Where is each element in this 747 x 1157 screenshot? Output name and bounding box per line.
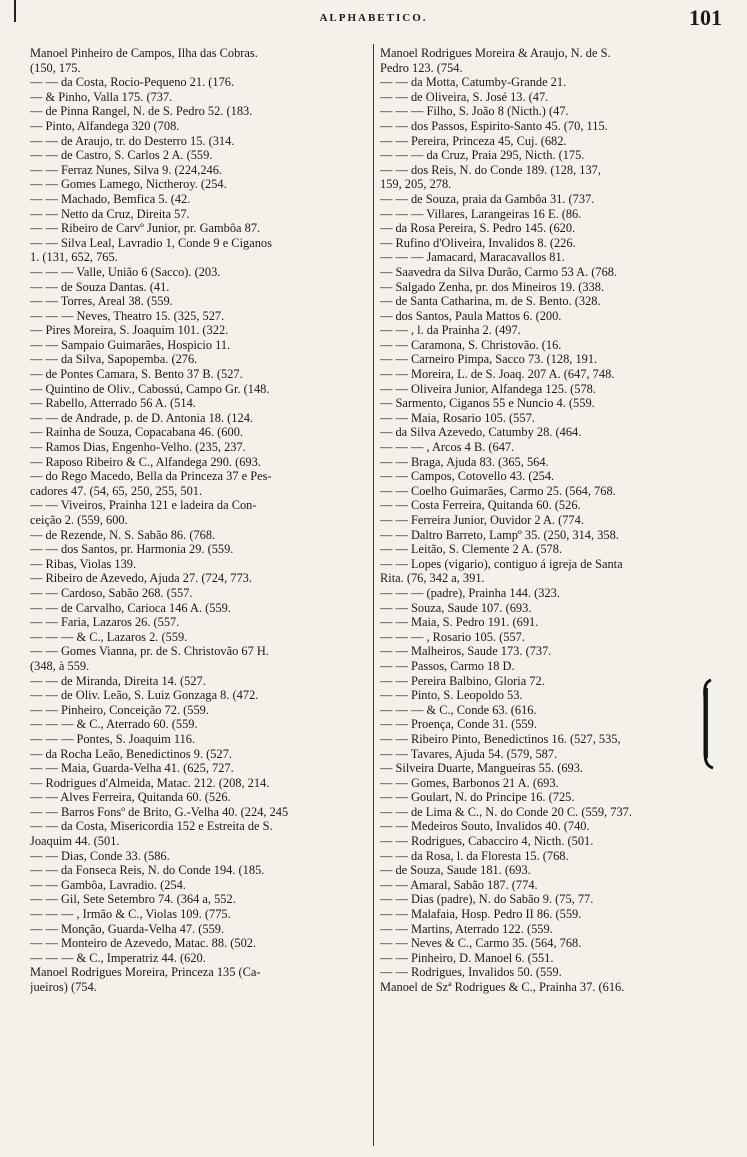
directory-entry-line: — — de Lima & C., N. do Conde 20 C. (559, 737.: [380, 804, 632, 819]
directory-entry-line: — — Ferreira Junior, Ouvidor 2 A. (774.: [380, 513, 584, 527]
directory-entry-line: — — Goulart, N. do Principe 16. (725.: [380, 790, 575, 805]
directory-entry-line: — — Daltro Barreto, Lampº 35. (250, 314, 358.: [380, 527, 619, 542]
running-head: ALPHABETICO.: [319, 12, 428, 24]
directory-entry-line: — — Campos, Cotovello 43. (254.: [380, 469, 555, 484]
directory-entry-line: — — , l. da Prainha 2. (497.: [380, 323, 521, 338]
directory-entry-line: — — Pinto, S. Leopoldo 53.: [380, 688, 523, 703]
directory-entry-line: — Saavedra da Silva Durão, Carmo 53 A. (768.: [380, 264, 618, 279]
directory-entry-line: Joaquim 44. (501.: [30, 834, 120, 849]
directory-entry-line: — — da Costa, Misericordia 152 e Estreita de S.: [30, 819, 273, 834]
directory-entry-line: — — Amaral, Sabão 187. (774.: [380, 877, 538, 892]
directory-entry-line: 1. (131, 652, 765.: [30, 250, 118, 265]
directory-entry-line: — — de Oliv. Leão, S. Luiz Gonzaga 8. (472.: [30, 688, 259, 703]
page-number: 101: [689, 5, 722, 30]
directory-entry-line: — — — Jamacard, Maracavallos 81.: [380, 250, 565, 265]
directory-entry-line: Rita. (76, 342 a, 391.: [380, 571, 485, 586]
directory-entry-line: — — de Castro, S. Carlos 2 A. (559.: [30, 148, 213, 163]
directory-entry-line: — — da Motta, Catumby-Grande 21.: [380, 75, 567, 90]
directory-entry-line: — — Gomes Lamego, Nictheroy. (254.: [30, 177, 227, 192]
directory-entry-line: — — da Silva, Sapopemba. (276.: [30, 352, 198, 367]
directory-entry-line: — — — , Irmão & C., Violas 109. (775.: [30, 907, 231, 922]
directory-entry-line: — — — Filho, S. João 8 (Nicth.) (47.: [380, 104, 569, 119]
directory-entry-line: — — Braga, Ajuda 83. (365, 564.: [380, 454, 549, 469]
directory-entry-line: — de Pinna Rangel, N. de S. Pedro 52. (183.: [30, 104, 253, 119]
directory-entry-line: — Silveira Duarte, Mangueiras 55. (693.: [380, 761, 584, 776]
directory-entry-line: — — — Villares, Larangeiras 16 E. (86.: [380, 206, 582, 221]
directory-entry-line: — — Leitão, S. Clemente 2 A. (578.: [380, 542, 563, 557]
directory-entry-line: cadores 47. (54, 65, 250, 255, 501.: [30, 483, 203, 498]
directory-entry-line: (348, à 559.: [30, 658, 90, 673]
right-column: [380, 46, 732, 995]
directory-entry-line: — — Maia, S. Pedro 191. (691.: [380, 615, 539, 630]
directory-entry-line: — — dos Passos, Espirito-Santo 45. (70, 115.: [380, 118, 608, 133]
directory-entry-line: — — Gomes Vianna, pr. de S. Christovão 67 H.: [30, 644, 269, 659]
directory-entry-line: (150, 175.: [30, 60, 81, 75]
directory-entry-line: — — Carneiro Pimpa, Sacco 73. (128, 191.: [380, 352, 598, 367]
directory-entry-line: — — Passos, Carmo 18 D.: [380, 658, 515, 673]
directory-entry-line: — — Malafaia, Hosp. Pedro II 86. (559.: [380, 907, 582, 922]
directory-entry-line: — Ribeiro de Azevedo, Ajuda 27. (724, 773.: [30, 571, 252, 586]
directory-entry-line: — & Pinho, Valla 175. (737.: [30, 89, 173, 104]
directory-entry-line: — Quintino de Oliv., Cabossú, Campo Gr. (148.: [30, 381, 270, 396]
directory-entry-line: — — — , Rosario 105. (557.: [380, 629, 525, 644]
directory-entry-line: — — da Costa, Rocio-Pequeno 21. (176.: [30, 75, 235, 90]
directory-entry-line: — Rabello, Atterrado 56 A. (514.: [30, 396, 196, 411]
directory-entry-line: — dos Santos, Paula Mattos 6. (200.: [380, 308, 562, 323]
directory-entry-line: — — Proença, Conde 31. (559.: [380, 717, 537, 732]
directory-entry-line: — — Ribeiro Pinto, Benedictinos 16. (527, 535,: [380, 731, 621, 746]
directory-entry-line: — — Netto da Cruz, Direita 57.: [30, 206, 190, 221]
directory-entry-line: — — Viveiros, Prainha 121 e ladeira da Con-: [30, 498, 257, 513]
directory-entry-line: — — Gomes, Barbonos 21 A. (693.: [380, 775, 559, 790]
directory-entry-line: — de Pontes Camara, S. Bento 37 B. (527.: [30, 367, 243, 382]
directory-entry-line: — Rufino d'Oliveira, Invalidos 8. (226.: [380, 235, 576, 250]
directory-entry-line: — — Ferraz Nunes, Silva 9. (224,246.: [30, 162, 223, 177]
directory-entry-line: — de Santa Catharina, m. de S. Bento. (328.: [380, 294, 601, 309]
directory-entry-line: — — Rodrigues, Cabacciro 4, Nicth. (501.: [380, 834, 594, 849]
directory-entry-line: — — dos Santos, pr. Harmonia 29. (559.: [30, 542, 234, 557]
directory-entry-line: — — Oliveira Junior, Alfandega 125. (578.: [380, 381, 596, 396]
directory-entry-line: — — Neves & C., Carmo 35. (564, 768.: [380, 936, 582, 951]
directory-entry-line: — — Silva Leal, Lavradio 1, Conde 9 e Ciganos: [30, 235, 272, 250]
directory-entry-line: — — Alves Ferreira, Quitanda 60. (526.: [30, 790, 231, 805]
directory-entry-line: — — Dias, Conde 33. (586.: [30, 848, 170, 863]
directory-entry-line: — — Costa Ferreira, Quitanda 60. (526.: [380, 498, 581, 513]
directory-entry-line: — de Souza, Saude 181. (693.: [380, 863, 531, 878]
directory-entry-line: — — — Neves, Theatro 15. (325, 527.: [30, 308, 225, 323]
directory-entry-line: — — Rodrigues, Invalidos 50. (559.: [380, 965, 562, 980]
directory-entry-line: Manoel Rodrigues Moreira, Princeza 135 (Ca-: [30, 965, 261, 980]
directory-entry-line: — do Rego Macedo, Bella da Princeza 37 e Pes-: [30, 469, 272, 484]
directory-entry-line: — — Cardoso, Sabão 268. (557.: [30, 585, 193, 600]
directory-entry-line: — — de Oliveira, S. José 13. (47.: [380, 89, 549, 104]
directory-entry-line: — — Monteiro de Azevedo, Matac. 88. (502.: [30, 936, 257, 951]
directory-entry-line: — Raposo Ribeiro & C., Alfandega 290. (693.: [30, 454, 261, 469]
directory-entry-line: 159, 205, 278.: [380, 177, 452, 192]
column-divider: [373, 44, 374, 1146]
directory-entry-line: — — Medeiros Souto, Invalidos 40. (740.: [380, 819, 590, 834]
directory-entry-line: — — de Carvalho, Carioca 146 A. (559.: [30, 600, 231, 615]
directory-entry-line: — — Gil, Sete Setembro 74. (364 a, 552.: [30, 892, 236, 907]
directory-entry-line: — — da Rosa, l. da Floresta 15. (768.: [380, 848, 569, 863]
directory-entry-line: — Salgado Zenha, pr. dos Mineiros 19. (338.: [380, 279, 605, 294]
directory-entry-line: — — — Valle, União 6 (Sacco). (203.: [30, 264, 221, 279]
directory-entry-line: — — Gambôa, Lavradio. (254.: [30, 877, 186, 892]
directory-entry-line: — — Moreira, L. de S. Joaq. 207 A. (647, 748.: [380, 367, 615, 382]
directory-entry-line: — Ribas, Violas 139.: [30, 556, 137, 571]
directory-entry-line: — — Caramona, S. Christovão. (16.: [380, 337, 562, 352]
directory-entry-line: — — — Pontes, S. Joaquim 116.: [30, 731, 196, 746]
directory-entry-line: — Pinto, Alfandega 320 (708.: [30, 118, 180, 133]
directory-entry-line: — — Pinheiro, Conceição 72. (559.: [30, 702, 209, 717]
directory-entry-line: — — de Araujo, tr. do Desterro 15. (314.: [30, 133, 235, 148]
directory-entry-line: Manoel Pinheiro de Campos, Ilha das Cobras.: [30, 46, 258, 60]
directory-entry-line: — — Sampaio Guimarães, Hospicio 11.: [30, 337, 231, 352]
directory-entry-line: — — Machado, Bemfica 5. (42.: [30, 191, 191, 206]
directory-entry-line: — — Malheiros, Saude 173. (737.: [380, 644, 552, 659]
directory-entry-line: — — Maia, Rosario 105. (557.: [380, 410, 535, 425]
directory-entry-line: — — — & C., Lazaros 2. (559.: [30, 629, 188, 644]
directory-entry-line: — — Pereira Balbino, Gloria 72.: [380, 673, 545, 688]
directory-entry-line: — — — (padre), Prainha 144. (323.: [380, 585, 560, 600]
directory-entry-line: — — dos Reis, N. do Conde 189. (128, 137,: [380, 162, 601, 177]
directory-entry-line: — — Coelho Guimarães, Carmo 25. (564, 768.: [380, 483, 616, 498]
directory-entry-line: — da Rosa Pereira, S. Pedro 145. (620.: [380, 221, 576, 236]
directory-entry-line: — — Dias (padre), N. do Sabão 9. (75, 77.: [380, 892, 594, 907]
ink-bracket-mark: [701, 678, 715, 770]
directory-entry-line: — Rodrigues d'Almeida, Matac. 212. (208, 214.: [30, 775, 270, 790]
directory-entry-line: — — Martins, Aterrado 122. (559.: [380, 921, 553, 936]
directory-entry-line: — — Faria, Lazaros 26. (557.: [30, 615, 180, 630]
directory-entry-line: — — — da Cruz, Praia 295, Nicth. (175.: [380, 148, 585, 163]
directory-entry-line: — Rainha de Souza, Copacabana 46. (600.: [30, 425, 243, 440]
directory-entry-line: — — — & C., Conde 63. (616.: [380, 702, 537, 717]
directory-entry-line: — da Silva Azevedo, Catumby 28. (464.: [380, 425, 582, 440]
directory-entry-line: Manoel Rodrigues Moreira & Araujo, N. de S.: [380, 46, 611, 60]
directory-entry-line: — — de Souza, praia da Gambôa 31. (737.: [380, 191, 595, 206]
directory-entry-line: — — de Miranda, Direita 14. (527.: [30, 673, 206, 688]
directory-entry-line: — — de Souza Dantas. (41.: [30, 279, 170, 294]
directory-entry-line: — — da Fonseca Reis, N. do Conde 194. (185.: [30, 863, 265, 878]
directory-entry-line: — Pires Moreira, S. Joaquim 101. (322.: [30, 323, 229, 338]
directory-entry-line: — Ramos Dias, Engenho-Velho. (235, 237.: [30, 440, 246, 455]
directory-entry-line: — de Rezende, N. S. Sabão 86. (768.: [30, 527, 216, 542]
directory-entry-line: jueiros) (754.: [30, 980, 97, 994]
directory-entry-line: — — — & C., Imperatriz 44. (620.: [30, 950, 206, 965]
directory-entry-line: — — Pinheiro, D. Manoel 6. (551.: [380, 950, 554, 965]
directory-entry-line: Pedro 123. (754.: [380, 60, 463, 75]
directory-entry-line: — — Tavares, Ajuda 54. (579, 587.: [380, 746, 558, 761]
directory-entry-line: — — Pereira, Princeza 45, Cuj. (682.: [380, 133, 567, 148]
directory-entry-line: — — Lopes (vigario), contiguo á igreja de Santa: [380, 556, 623, 571]
directory-entry-line: — da Rocha Leão, Benedictinos 9. (527.: [30, 746, 232, 761]
directory-entry-line: Manoel de Szª Rodrigues & C., Prainha 37. (616.: [380, 980, 625, 994]
directory-entry-line: — — de Andrade, p. de D. Antonia 18. (124.: [30, 410, 253, 425]
directory-entry-line: — — — & C., Aterrado 60. (559.: [30, 717, 198, 732]
directory-entry-line: — — Maia, Guarda-Velha 41. (625, 727.: [30, 761, 234, 776]
directory-entry-line: — — Barros Fonsº de Brito, G.-Velha 40. (224, 245: [30, 804, 289, 819]
directory-entry-line: — — Ribeiro de Carvº Junior, pr. Gambôa 87.: [30, 221, 261, 236]
directory-entry-line: ceição 2. (559, 600.: [30, 513, 128, 527]
left-column: [30, 46, 372, 995]
directory-entry-line: — — Souza, Saude 107. (693.: [380, 600, 532, 615]
directory-entry-line: — — — , Arcos 4 B. (647.: [380, 440, 515, 455]
directory-entry-line: — — Monção, Guarda-Velha 47. (559.: [30, 921, 225, 936]
directory-entry-line: — Sarmento, Ciganos 55 e Nuncio 4. (559.: [380, 396, 595, 411]
directory-entry-line: — — Torres, Areal 38. (559.: [30, 294, 173, 309]
